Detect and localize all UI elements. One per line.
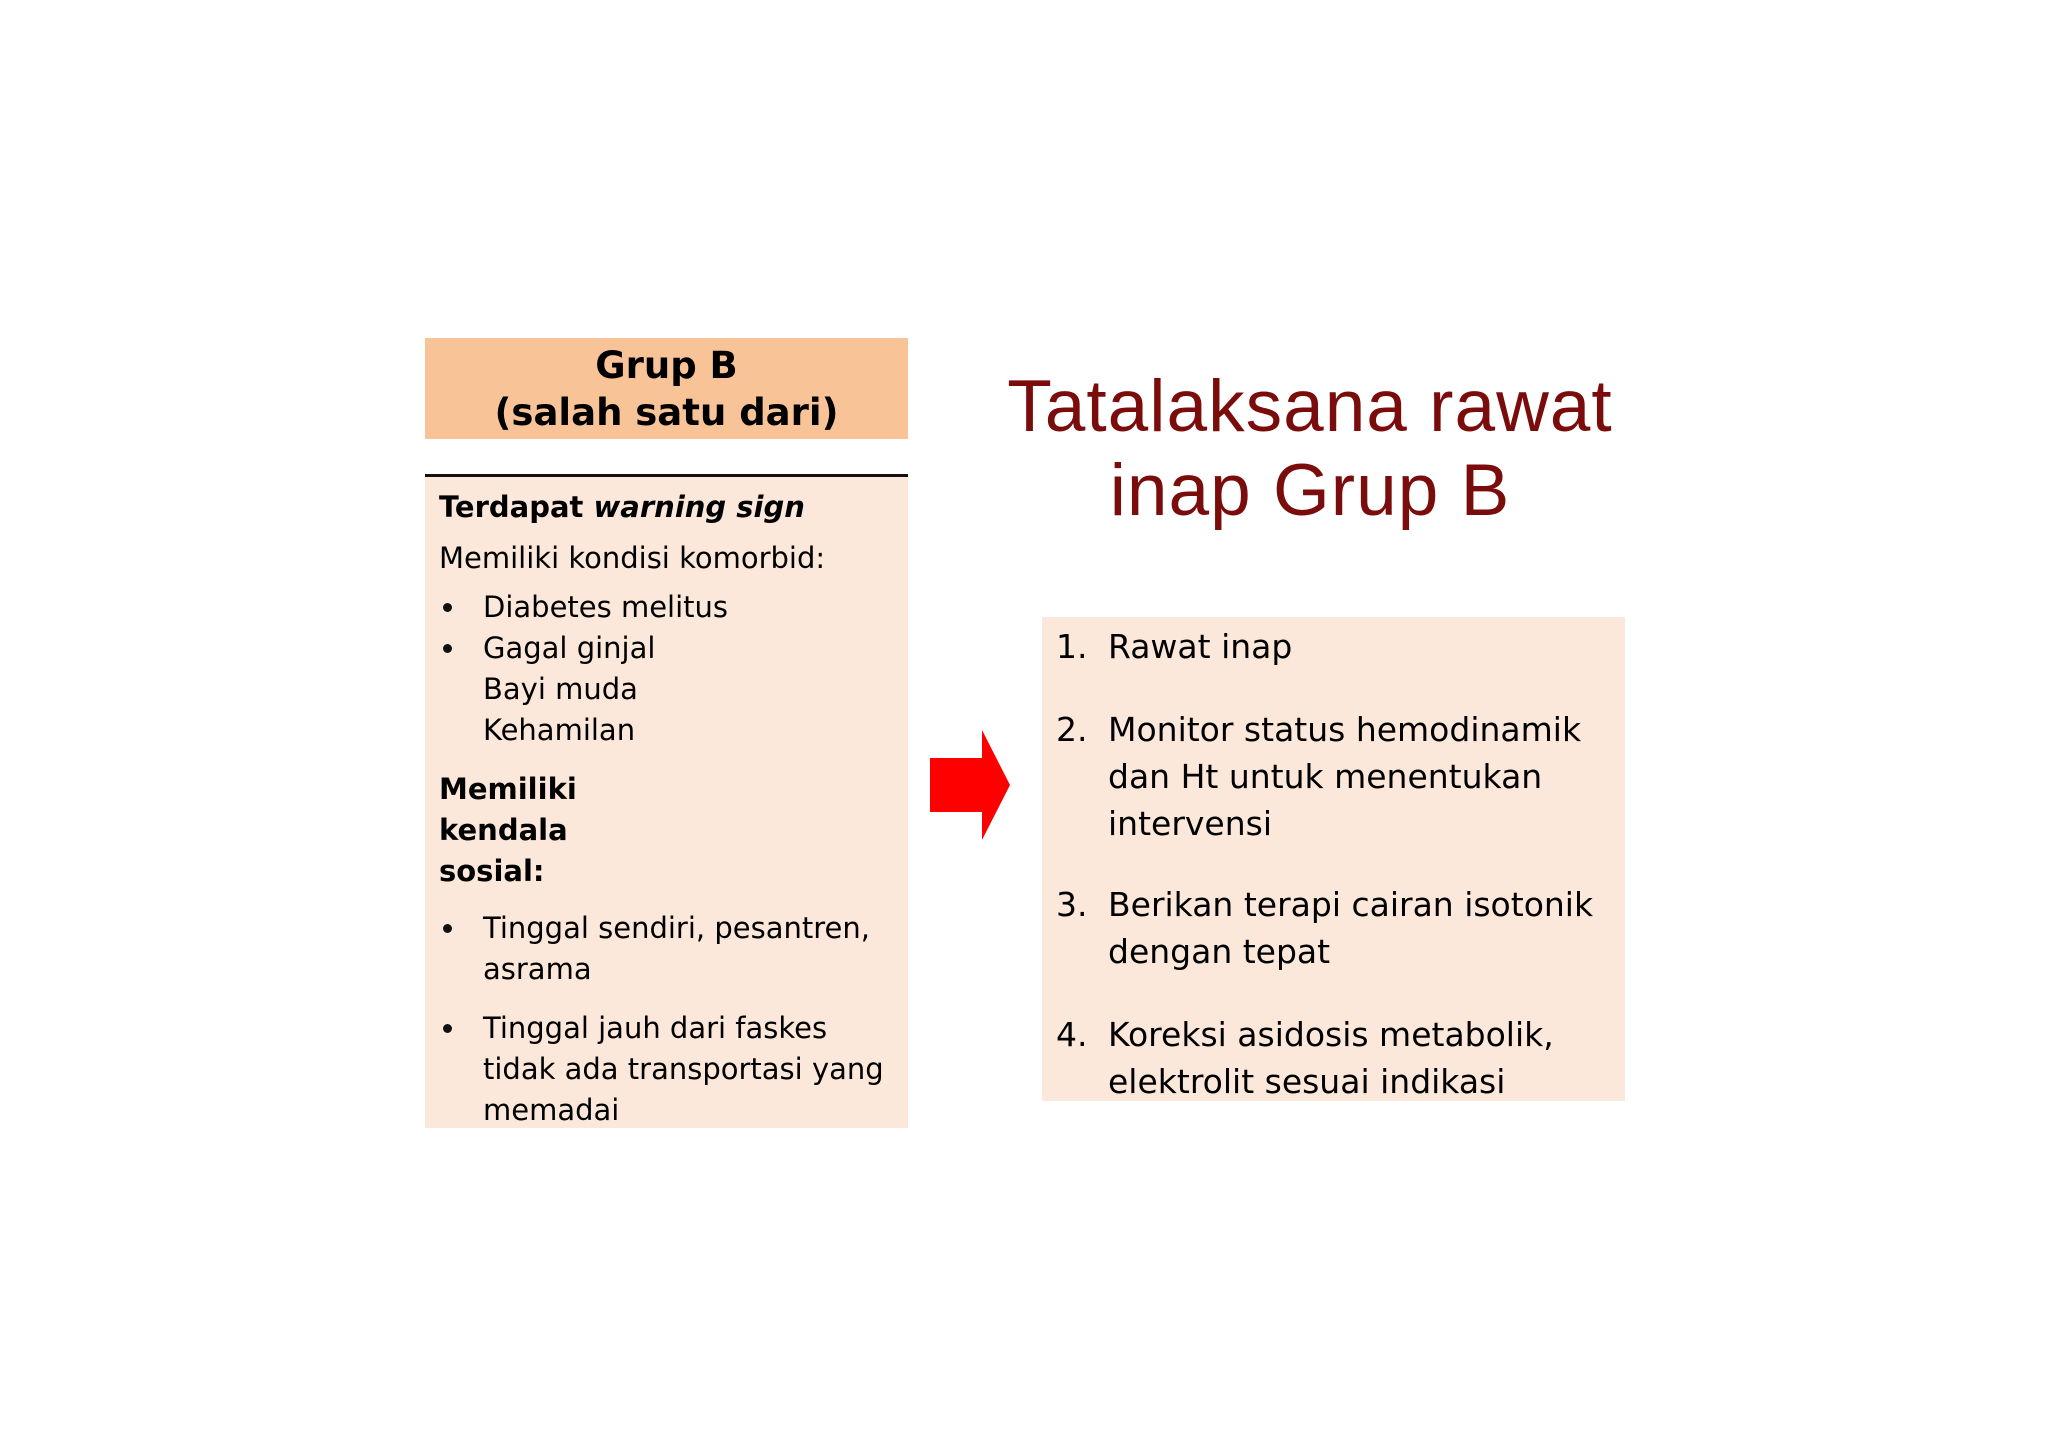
warning-emph: warning sign xyxy=(593,490,805,524)
social-item-tinggal-jauh-l1: Tinggal jauh dari faskes xyxy=(483,1011,828,1045)
step-text-line: dengan tepat xyxy=(1108,932,1331,971)
comorbid-item-gagal-ginjal: Gagal ginjal xyxy=(483,631,656,665)
social-heading-line3: sosial: xyxy=(439,854,545,888)
social-item-tinggal-jauh-l3: memadai xyxy=(483,1093,620,1127)
bullet-dot xyxy=(443,924,452,933)
social-heading-line1: Memiliki xyxy=(439,772,577,806)
step-number: 1. xyxy=(1056,627,1088,666)
step-text-line: elektrolit sesuai indikasi xyxy=(1108,1062,1506,1101)
social-heading-line2: kendala xyxy=(439,813,568,847)
comorbid-item-bayi-muda: Bayi muda xyxy=(483,672,638,706)
bullet-dot xyxy=(443,603,452,612)
group-b-subtitle: (salah satu dari) xyxy=(494,390,839,434)
title-line1: Tatalaksana rawat xyxy=(1007,366,1613,447)
step-number: 4. xyxy=(1056,1015,1088,1054)
warning-sign-line xyxy=(439,487,805,528)
comorbid-heading: Memiliki kondisi komorbid: xyxy=(439,541,826,575)
step-text-line: dan Ht untuk menentukan xyxy=(1108,757,1543,796)
criteria-box xyxy=(425,477,908,1128)
social-item-tinggal-sendiri-l2: asrama xyxy=(483,952,592,986)
steps-box xyxy=(1042,617,1625,1101)
title-line2: inap Grup B xyxy=(1109,450,1511,531)
step-text-line: Rawat inap xyxy=(1108,627,1293,666)
social-item-tinggal-sendiri-l1: Tinggal sendiri, pesantren, xyxy=(483,911,870,945)
right-arrow-icon xyxy=(930,730,1010,840)
step-text-line: Berikan terapi cairan isotonik xyxy=(1108,885,1594,924)
bullet-dot xyxy=(443,1024,452,1033)
step-number: 3. xyxy=(1056,885,1088,924)
step-text-line: Monitor status hemodinamik xyxy=(1108,710,1582,749)
comorbid-item-diabetes: Diabetes melitus xyxy=(483,590,729,624)
group-b-header xyxy=(425,338,908,439)
group-b-title: Grup B xyxy=(595,343,738,387)
step-text-line: intervensi xyxy=(1108,804,1273,843)
social-item-tinggal-jauh-l2: tidak ada transportasi yang xyxy=(483,1052,884,1086)
page-title xyxy=(980,365,1640,533)
step-number: 2. xyxy=(1056,710,1088,749)
warning-prefix: Terdapat xyxy=(439,490,594,524)
step-text-line: Koreksi asidosis metabolik, xyxy=(1108,1015,1554,1054)
comorbid-item-kehamilan: Kehamilan xyxy=(483,713,636,747)
bullet-dot xyxy=(443,644,452,653)
